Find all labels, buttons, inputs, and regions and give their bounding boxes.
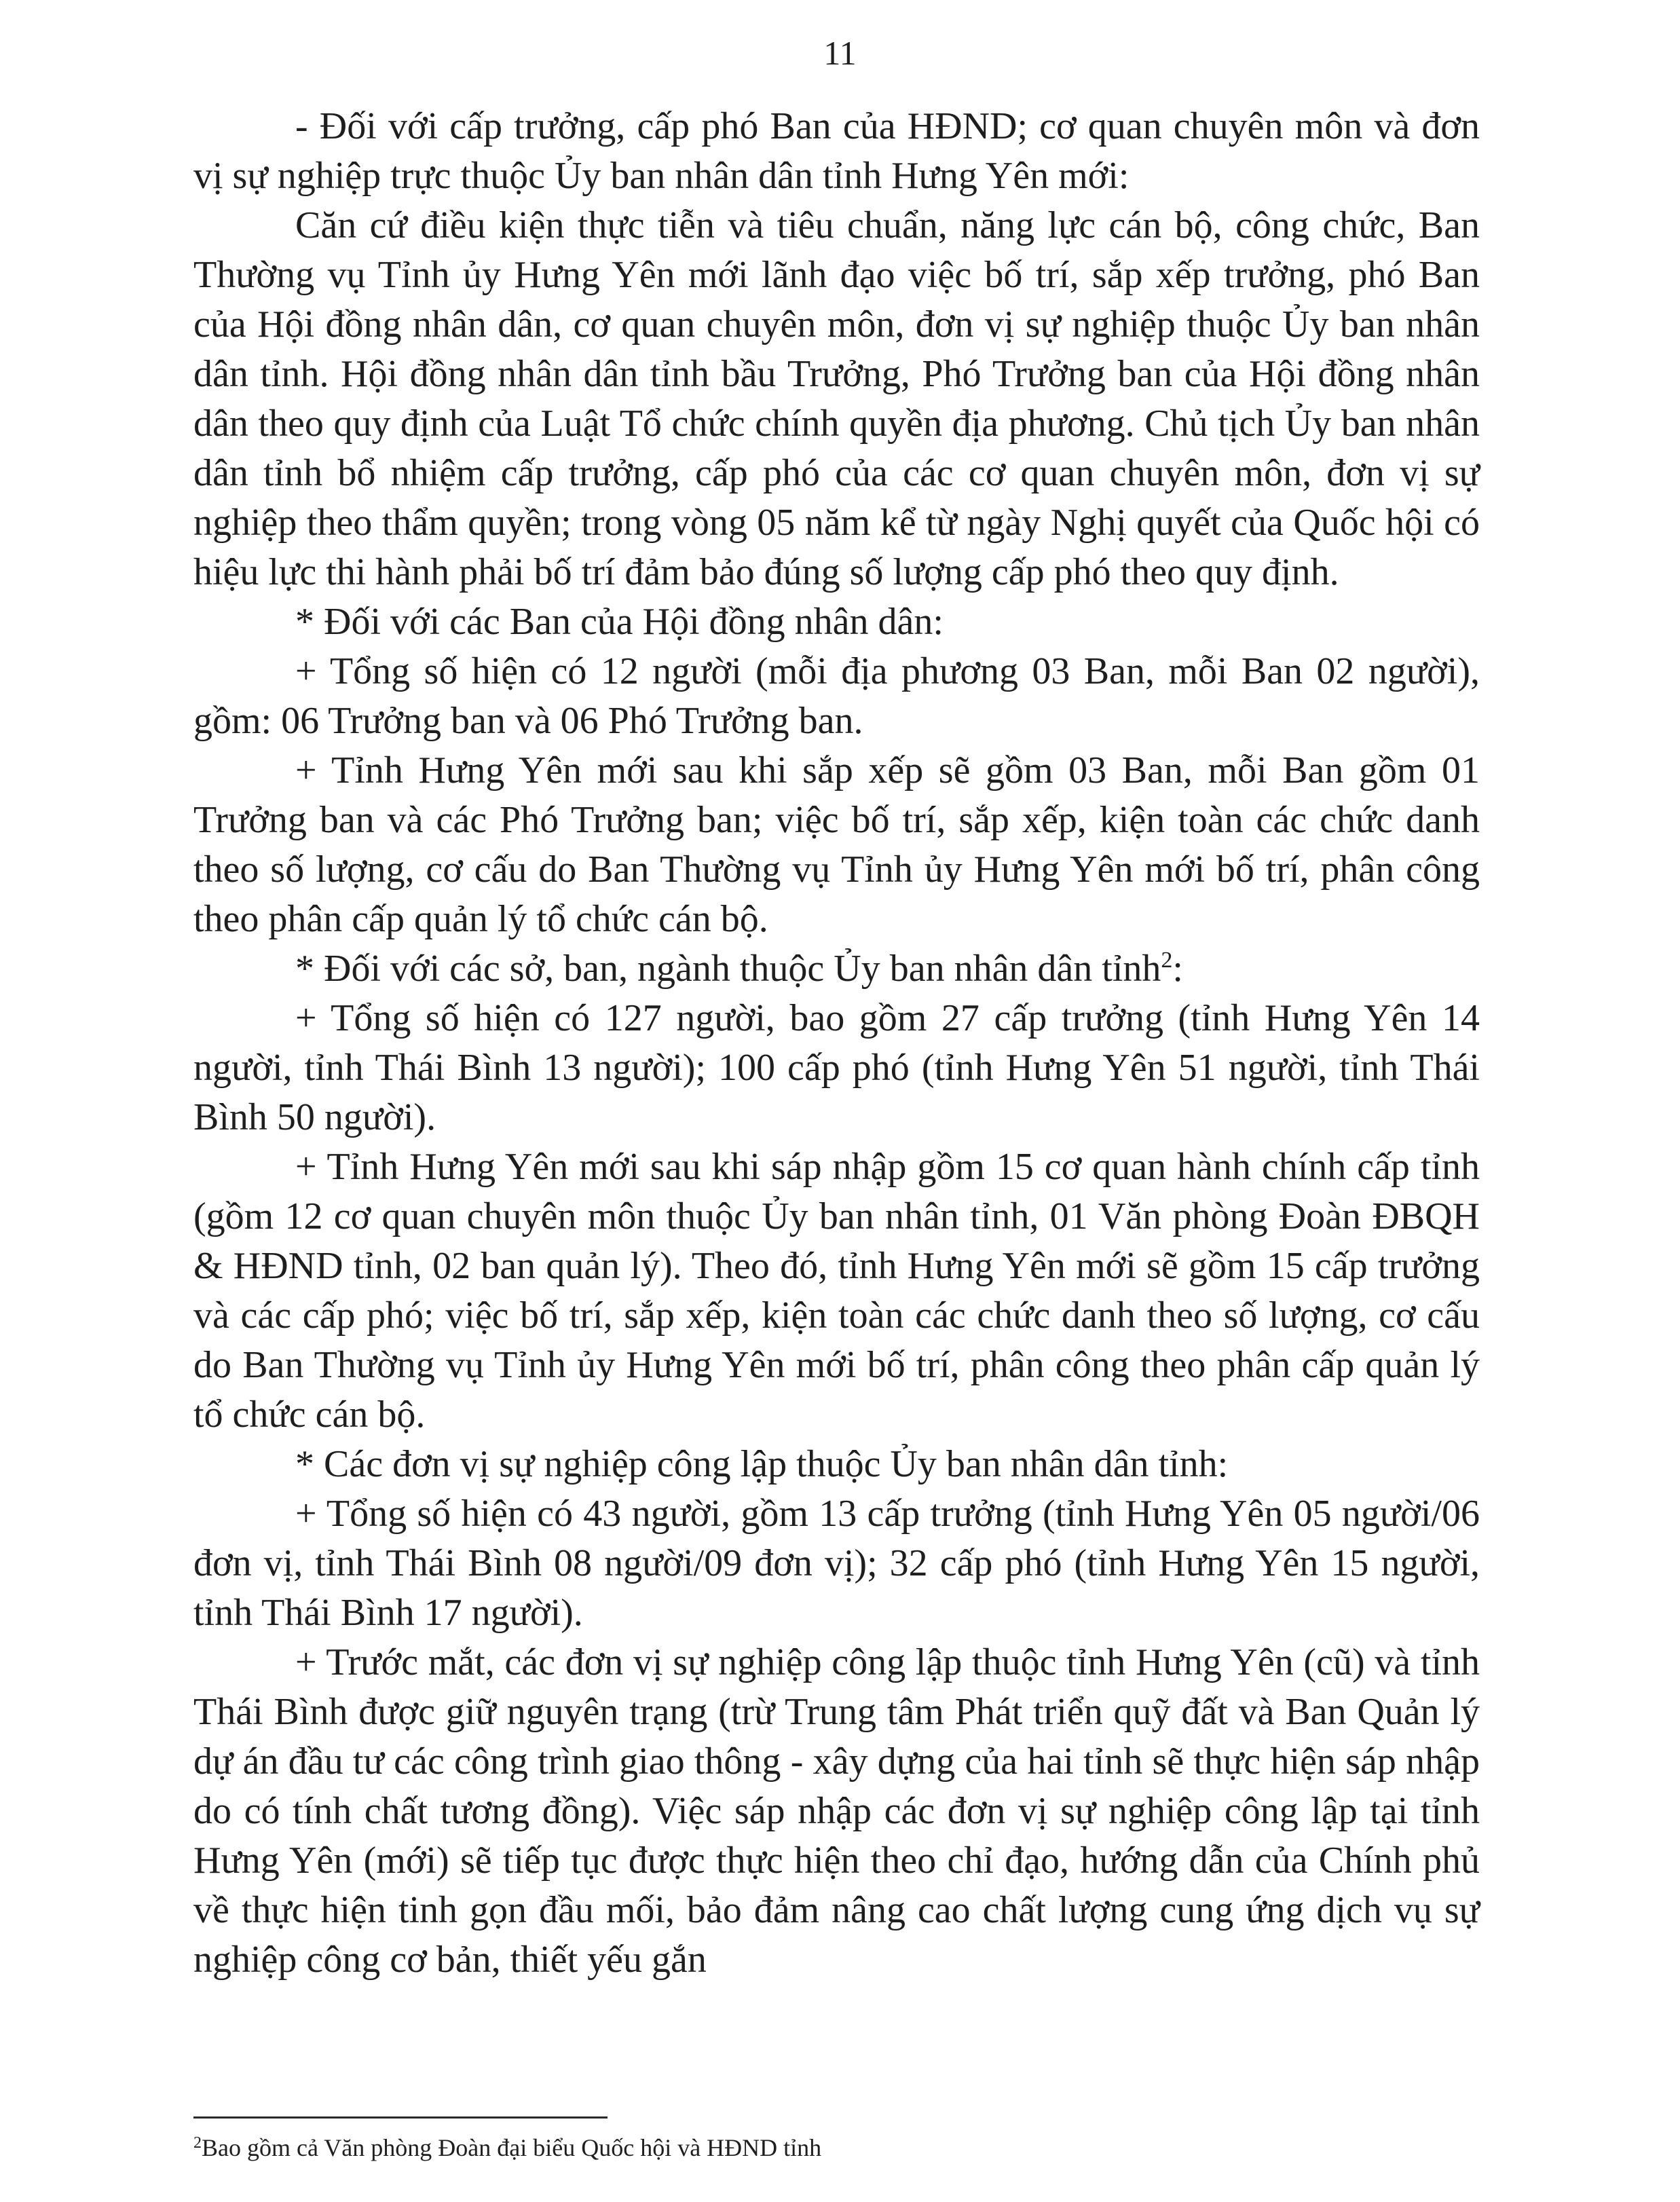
paragraph: + Tổng số hiện có 12 người (mỗi địa phương 03 Ban, mỗi Ban 02 người), gồm: 06 Trưởng ban và 06 Phó Trưởng ban. xyxy=(193,650,1480,742)
footnote-marker: 2 xyxy=(193,2134,202,2152)
footnote-divider xyxy=(193,2116,608,2119)
paragraph: + Tổng số hiện có 127 người, bao gồm 27 cấp trưởng (tỉnh Hưng Yên 14 người, tỉnh Thái Bình 13 người); 100 cấp phó (tỉnh Hưng Yên 51 người, tỉnh Thái Bình 50 người). xyxy=(193,997,1480,1138)
paragraph: + Tỉnh Hưng Yên mới sau khi sắp xếp sẽ gồm 03 Ban, mỗi Ban gồm 01 Trưởng ban và các Phó Trưởng ban; việc bố trí, sắp xếp, kiện toàn các chức danh theo số lượng, cơ cấu do Ban Thường vụ Tỉnh ủy Hưng Yên mới bố trí, phân công theo phân cấp quản lý tổ chức cán bộ. xyxy=(193,749,1480,940)
paragraph: - Đối với cấp trưởng, cấp phó Ban của HĐND; cơ quan chuyên môn và đơn vị sự nghiệp trực thuộc Ủy ban nhân dân tỉnh Hưng Yên mới: xyxy=(193,105,1480,197)
paragraph-text: : xyxy=(1172,948,1183,990)
paragraph xyxy=(193,944,1480,994)
paragraph: + Tổng số hiện có 43 người, gồm 13 cấp trưởng (tỉnh Hưng Yên 05 người/06 đơn vị, tỉnh Thái Bình 08 người/09 đơn vị); 32 cấp phó (tỉnh Hưng Yên 15 người, tỉnh Thái Bình 17 người). xyxy=(193,1493,1480,1634)
footnote-text: Bao gồm cả Văn phòng Đoàn đại biểu Quốc hội và HĐND tỉnh xyxy=(202,2134,822,2161)
paragraph: * Đối với các Ban của Hội đồng nhân dân: xyxy=(295,601,944,643)
footnote xyxy=(193,2131,1480,2164)
paragraph: + Trước mắt, các đơn vị sự nghiệp công lập thuộc tỉnh Hưng Yên (cũ) và tỉnh Thái Bình được giữ nguyên trạng (trừ Trung tâm Phát triển quỹ đất và Ban Quản lý dự án đầu tư các công trình giao thông - xây dựng của hai tỉnh sẽ thực hiện sáp nhập do có tính chất tương đồng). Việc sáp nhập các đơn vị sự nghiệp công lập tại tỉnh Hưng Yên (mới) sẽ tiếp tục được thực hiện theo chỉ đạo, hướng dẫn của Chính phủ về thực hiện tinh gọn đầu mối, bảo đảm nâng cao chất lượng cung ứng dịch vụ sự nghiệp công cơ bản, thiết yếu gắn xyxy=(193,1641,1480,1981)
paragraph: Căn cứ điều kiện thực tiễn và tiêu chuẩn, năng lực cán bộ, công chức, Ban Thường vụ Tỉnh ủy Hưng Yên mới lãnh đạo việc bố trí, sắp xếp trưởng, phó Ban của Hội đồng nhân dân, cơ quan chuyên môn, đơn vị sự nghiệp thuộc Ủy ban nhân dân tỉnh. Hội đồng nhân dân tỉnh bầu Trưởng, Phó Trưởng ban của Hội đồng nhân dân theo quy định của Luật Tổ chức chính quyền địa phương. Chủ tịch Ủy ban nhân dân tỉnh bổ nhiệm cấp trưởng, cấp phó của các cơ quan chuyên môn, đơn vị sự nghiệp theo thẩm quyền; trong vòng 05 năm kể từ ngày Nghị quyết của Quốc hội có hiệu lực thi hành phải bố trí đảm bảo đúng số lượng cấp phó theo quy định. xyxy=(193,204,1480,593)
footnote-reference: 2 xyxy=(1161,948,1173,973)
paragraph: + Tỉnh Hưng Yên mới sau khi sáp nhập gồm 15 cơ quan hành chính cấp tỉnh (gồm 12 cơ quan chuyên môn thuộc Ủy ban nhân tỉnh, 01 Văn phòng Đoàn ĐBQH & HĐND tỉnh, 02 ban quản lý). Theo đó, tỉnh Hưng Yên mới sẽ gồm 15 cấp trưởng và các cấp phó; việc bố trí, sắp xếp, kiện toàn các chức danh theo số lượng, cơ cấu do Ban Thường vụ Tỉnh ủy Hưng Yên mới bố trí, phân công theo phân cấp quản lý tổ chức cán bộ. xyxy=(193,1146,1480,1436)
paragraph: * Các đơn vị sự nghiệp công lập thuộc Ủy ban nhân dân tỉnh: xyxy=(295,1443,1229,1485)
document-body xyxy=(193,102,1480,1985)
paragraph-text: * Đối với các sở, ban, ngành thuộc Ủy ban nhân dân tỉnh xyxy=(295,948,1161,990)
page-number: 11 xyxy=(823,34,857,72)
